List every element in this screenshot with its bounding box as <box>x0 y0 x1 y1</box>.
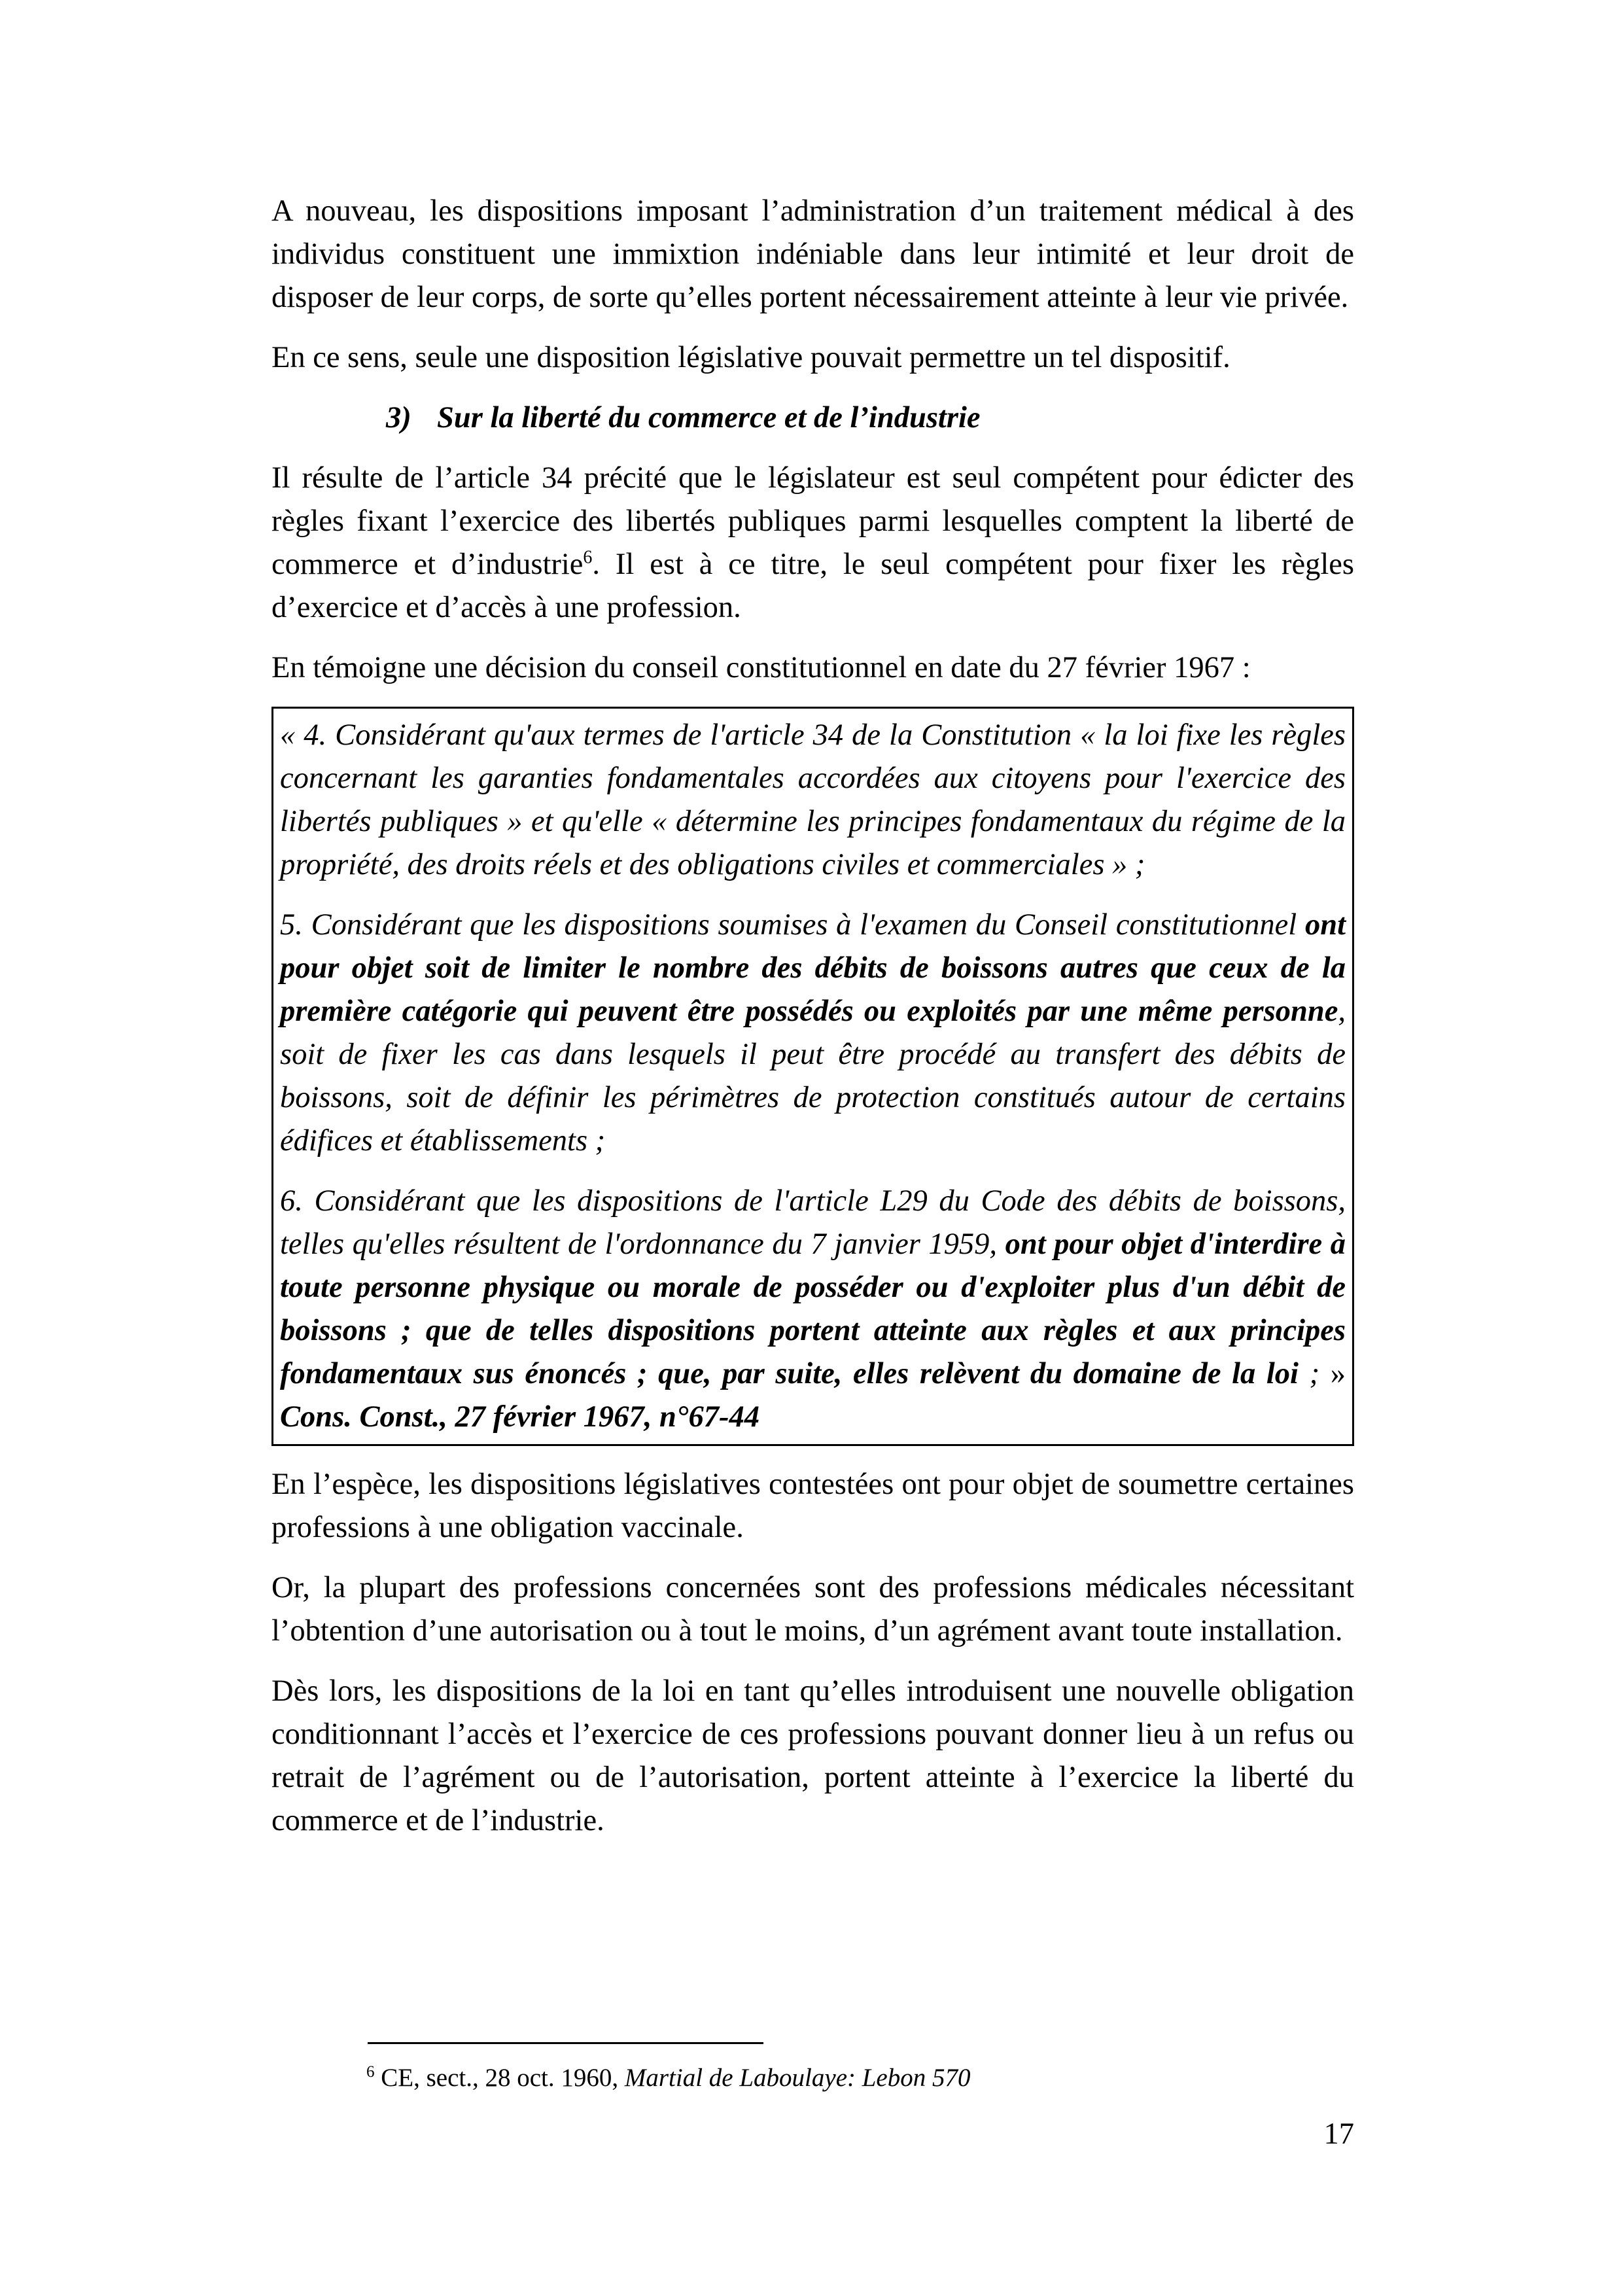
quote-paragraph-6-emphasis: ont pour objet d'interdire à toute personne physique ou morale de posséder ou d'exploiter plus d'un débit de boissons ; que de telles dispositions portent atteinte aux règles et aux principes fondamentaux sus énoncés ; que, par suite, elles relèvent du domaine de la loi <box>280 1227 1346 1390</box>
quote-paragraph-6-start: 6. Considérant que les dispositions de l'article L29 du Code des débits de boissons, telles qu'elles résultent de l'ordonnance du 7 janvier 1959, <box>280 1184 1346 1261</box>
footnote-separator <box>368 2042 763 2044</box>
quote-closing-mark: » <box>1330 1357 1346 1390</box>
paragraph-article-34-text: Il résulte de l’article 34 précité que le législateur est seul compétent pour édicter des règles fixant l’exercice des libertés publiques parmi lesquelles comptent la liberté de commerce et d’industrie <box>271 461 1354 581</box>
footnote-number: 6 <box>366 2063 375 2081</box>
footnote-italic-text: Martial de Laboulaye: Lebon 570 <box>624 2064 971 2092</box>
footnote-text: CE, sect., 28 oct. 1960, <box>374 2064 625 2092</box>
quote-paragraph-4: « 4. Considérant qu'aux termes de l'article 34 de la Constitution « la loi fixe les règles concernant les garanties fondamentales accordées aux citoyens pour l'exercice des libertés publiques » et qu'elle « détermine les principes fondamentaux du régime de la propriété, des droits réels et des obligations civiles et commerciales » ; <box>280 718 1346 881</box>
paragraph-conclusion: Dès lors, les dispositions de la loi en tant qu’elles introduisent une nouvelle obligation conditionnant l’accès et l’exercice de ces professions pouvant donner lieu à un refus ou retrait de l’agrément ou de l’autorisation, portent atteinte à l’exercice la liberté du commerce et de l’industrie. <box>271 1674 1354 1837</box>
paragraph-obligation-vaccinale: En l’espèce, les dispositions législatives contestées ont pour objet de soumettre certaines professions à une obligation vaccinale. <box>271 1468 1354 1544</box>
footnote <box>366 2060 1282 2096</box>
quote-paragraph-5-start: 5. Considérant que les dispositions soumises à l'examen du Conseil constitutionnel <box>280 908 1305 942</box>
quote-paragraph-5 <box>280 904 1346 1163</box>
section-heading <box>271 397 1354 440</box>
paragraph-vie-privee: A nouveau, les dispositions imposant l’administration d’un traitement médical à des individus constituent une immixtion indéniable dans leur intimité et leur droit de disposer de leur corps, de sorte qu’elles portent nécessairement atteinte à leur vie privée. <box>271 194 1354 314</box>
quote-citation: Cons. Const., 27 février 1967, n°67-44 <box>280 1400 759 1434</box>
quote-paragraph-6-tail: ; <box>1298 1357 1331 1390</box>
paragraph-disposition-legislative: En ce sens, seule une disposition législative pouvait permettre un tel dispositif. <box>271 341 1230 374</box>
quotation-box <box>271 707 1354 1446</box>
section-heading-number: 3) <box>386 401 411 434</box>
footnote-reference[interactable]: 6 <box>583 547 593 568</box>
section-heading-title: Sur la liberté du commerce et de l’industrie <box>437 401 981 434</box>
quote-paragraph-5-emphasis: ont pour objet soit de limiter le nombre des débits de boissons autres que ceux de la première catégorie qui peuvent être possédés ou exploités par une même personne <box>280 908 1346 1028</box>
quote-paragraph-6 <box>280 1180 1346 1439</box>
page-number: 17 <box>1323 2117 1354 2151</box>
paragraph-professions-medicales: Or, la plupart des professions concernées sont des professions médicales nécessitant l’obtention d’une autorisation ou à tout le moins, d’un agrément avant toute installation. <box>271 1571 1354 1648</box>
page-body <box>271 190 1354 1860</box>
paragraph-article-34-text-end: . Il est à ce titre, le seul compétent pour fixer les règles d’exercice et d’accès à une profession. <box>271 548 1354 624</box>
paragraph-article-34 <box>271 457 1354 629</box>
paragraph-decision-intro: En témoigne une décision du conseil constitutionnel en date du 27 février 1967 : <box>271 651 1251 684</box>
quote-paragraph-5-end: , soit de fixer les cas dans lesquels il peut être procédé au transfert des débits de boissons, soit de définir les périmètres de protection constitués autour de certains édifices et établissements ; <box>280 995 1346 1157</box>
